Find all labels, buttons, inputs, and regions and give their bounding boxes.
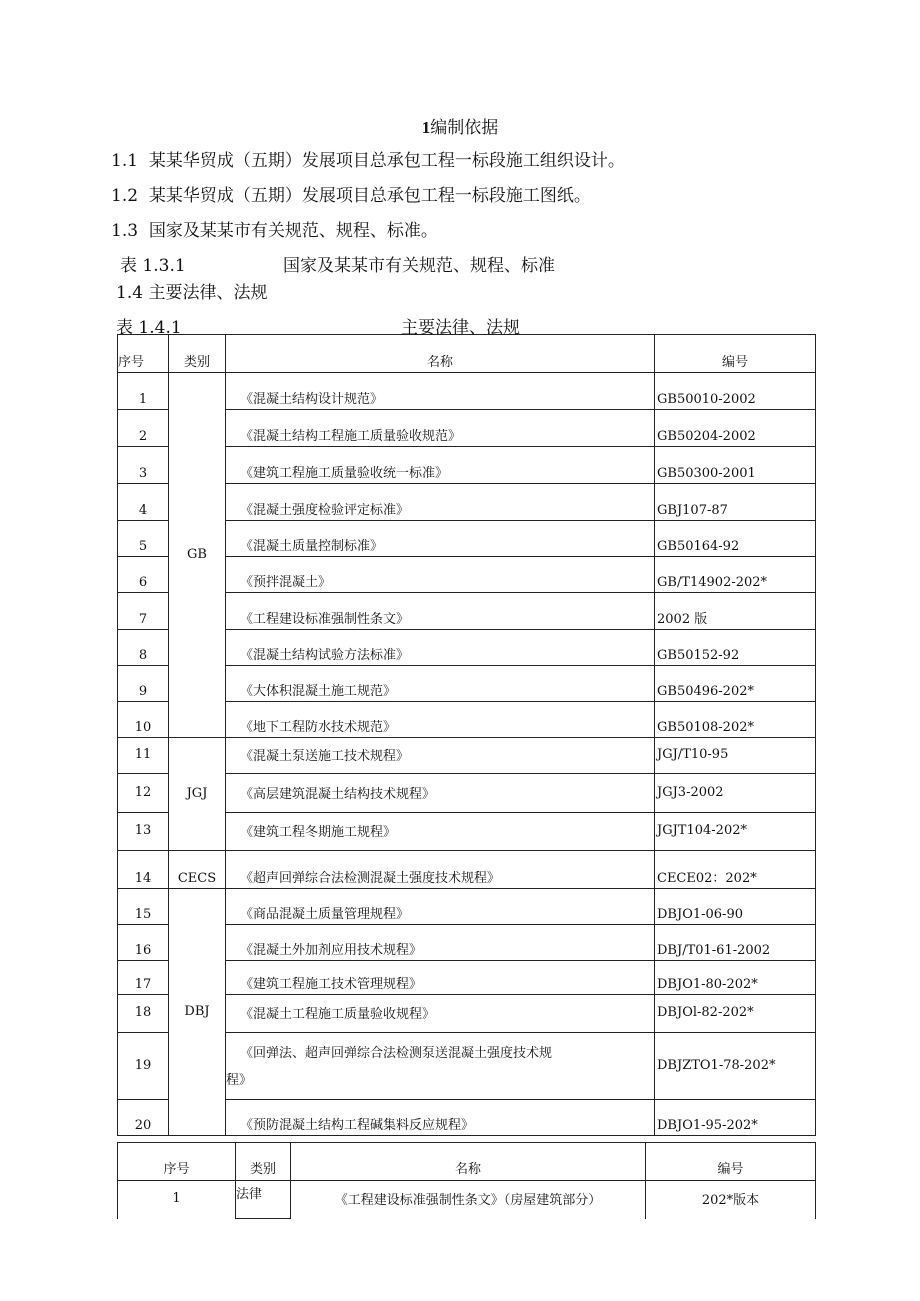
row-seq: 10 [118, 702, 169, 738]
table-row [118, 1181, 816, 1219]
row-code: GB50152-92 [655, 630, 816, 666]
row-seq: 1 [118, 1181, 236, 1219]
row-seq: 7 [118, 593, 169, 630]
paragraph-number: 1.3 [111, 221, 139, 241]
row-code: JGJ3-2002 [655, 774, 816, 813]
row-seq: 14 [118, 851, 169, 889]
row-seq: 20 [118, 1100, 169, 1136]
standards-table [117, 334, 816, 1136]
paragraph-text: 某某华贸成（五期）发展项目总承包工程一标段施工组织设计。 [148, 151, 625, 171]
row-code: GB50300-2001 [655, 447, 816, 484]
laws-table [117, 1142, 816, 1219]
row-code: JGJ/T10-95 [655, 738, 816, 774]
paragraph-text: 国家及某某市有关规范、规程、标准。 [148, 221, 438, 241]
row-code: GB50204-2002 [655, 410, 816, 447]
row-name: 《地下工程防水技术规范》 [226, 702, 655, 738]
table-row [118, 738, 816, 774]
row-seq: 15 [118, 889, 169, 925]
category-cecs: CECS [169, 851, 226, 889]
row-seq: 18 [118, 995, 169, 1033]
row-name-line-1: 《回弹法、超声回弹综合法检测泵送混凝土强度技术规 [240, 1046, 553, 1061]
category-dbj: DBJ [169, 889, 226, 1136]
row-seq: 16 [118, 925, 169, 961]
row-code: DBJ/T01-61-2002 [655, 925, 816, 961]
row-seq: 6 [118, 557, 169, 593]
row-seq: 5 [118, 521, 169, 557]
table-caption-1-4-1-label: 表 1.4.1 [116, 318, 182, 338]
row-code: DBJOl-82-202* [655, 995, 816, 1033]
category-jgj: JGJ [169, 738, 226, 851]
row-name: 《混凝土结构工程施工质量验收规范》 [226, 410, 655, 447]
row-name: 《预防混凝土结构工程碱集料反应规程》 [226, 1100, 655, 1136]
row-code: JGJT104-202* [655, 813, 816, 851]
section-heading [0, 113, 920, 138]
row-code: DBJO1-95-202* [655, 1100, 816, 1136]
category-gb: GB [169, 373, 226, 738]
paragraph-1-3 [111, 216, 438, 241]
row-name: 《高层建筑混凝土结构技术规程》 [226, 774, 655, 813]
header-code: 编号 [655, 335, 816, 373]
table-header-row [118, 335, 816, 373]
table-row [118, 851, 816, 889]
row-seq: 11 [118, 738, 169, 774]
row-name: 《预拌混凝土》 [226, 557, 655, 593]
row-seq: 19 [118, 1033, 169, 1100]
section-heading-text: 编制依据 [430, 118, 499, 138]
table-caption-1-3-1-title: 国家及某某市有关规范、规程、标准 [283, 256, 555, 276]
row-code: CECE02：202* [655, 851, 816, 889]
row-name: 《工程建设标准强制性条文》（房屋建筑部分） [291, 1181, 646, 1219]
row-name: 《商品混凝土质量管理规程》 [226, 889, 655, 925]
row-seq: 4 [118, 484, 169, 521]
table-header-row [118, 1143, 816, 1181]
row-name: 《工程建设标准强制性条文》 [226, 593, 655, 630]
header-code: 编号 [646, 1143, 816, 1181]
row-name: 《大体积混凝土施工规范》 [226, 666, 655, 702]
section-1-4-heading: 1.4 主要法律、法规 [116, 283, 268, 303]
row-name: 《建筑工程冬期施工规程》 [226, 813, 655, 851]
row-seq: 2 [118, 410, 169, 447]
row-seq: 1 [118, 373, 169, 410]
row-name: 《混凝土质量控制标准》 [226, 521, 655, 557]
row-name: 《混凝土工程施工质量验收规程》 [226, 995, 655, 1033]
row-seq: 8 [118, 630, 169, 666]
table-caption-1-3-1-label: 表 1.3.1 [120, 256, 186, 276]
row-name: 《超声回弹综合法检测混凝土强度技术规程》 [226, 851, 655, 889]
row-seq: 13 [118, 813, 169, 851]
row-seq: 9 [118, 666, 169, 702]
row-name-line-2: 程》 [226, 1073, 253, 1088]
row-category: 法律 [236, 1181, 291, 1219]
paragraph-text: 某某华贸成（五期）发展项目总承包工程一标段施工图纸。 [148, 186, 591, 206]
row-name: 《建筑工程施工质量验收统一标准》 [226, 447, 655, 484]
row-name: 《混凝土泵送施工技术规程》 [226, 738, 655, 774]
row-code: GB50010-2002 [655, 373, 816, 410]
header-seq: 序号 [118, 1143, 236, 1181]
paragraph-number: 1.2 [111, 186, 139, 206]
header-category: 类别 [169, 335, 226, 373]
row-code: GB50496-202* [655, 666, 816, 702]
row-name: 《建筑工程施工技术管理规程》 [226, 961, 655, 995]
paragraph-1-1 [111, 146, 625, 171]
row-code: GBJ107-87 [655, 484, 816, 521]
row-seq: 12 [118, 774, 169, 813]
row-seq: 3 [118, 447, 169, 484]
section-heading-number: 1 [421, 118, 431, 137]
row-name: 《混凝土外加剂应用技术规程》 [226, 925, 655, 961]
row-code: GB50108-202* [655, 702, 816, 738]
row-seq: 17 [118, 961, 169, 995]
row-name: 《混凝土强度检验评定标准》 [226, 484, 655, 521]
row-code: DBJO1-06-90 [655, 889, 816, 925]
header-name: 名称 [291, 1143, 646, 1181]
table-row [118, 889, 816, 925]
row-code: GB50164-92 [655, 521, 816, 557]
row-code: DBJO1-80-202* [655, 961, 816, 995]
row-code: 2002 版 [655, 593, 816, 630]
row-code: GB/T14902-202* [655, 557, 816, 593]
row-name [226, 1033, 655, 1100]
row-name: 《混凝土结构试验方法标准》 [226, 630, 655, 666]
paragraph-number: 1.1 [111, 151, 139, 171]
header-seq: 序号 [118, 335, 169, 373]
row-code: DBJZTO1-78-202* [655, 1033, 816, 1100]
table-row [118, 373, 816, 410]
header-name: 名称 [226, 335, 655, 373]
table-caption-1-4-1-title: 主要法律、法规 [401, 318, 520, 338]
row-name: 《混凝土结构设计规范》 [226, 373, 655, 410]
paragraph-1-2 [111, 181, 591, 206]
row-code: 202*版本 [646, 1181, 816, 1219]
header-category: 类别 [236, 1143, 291, 1181]
